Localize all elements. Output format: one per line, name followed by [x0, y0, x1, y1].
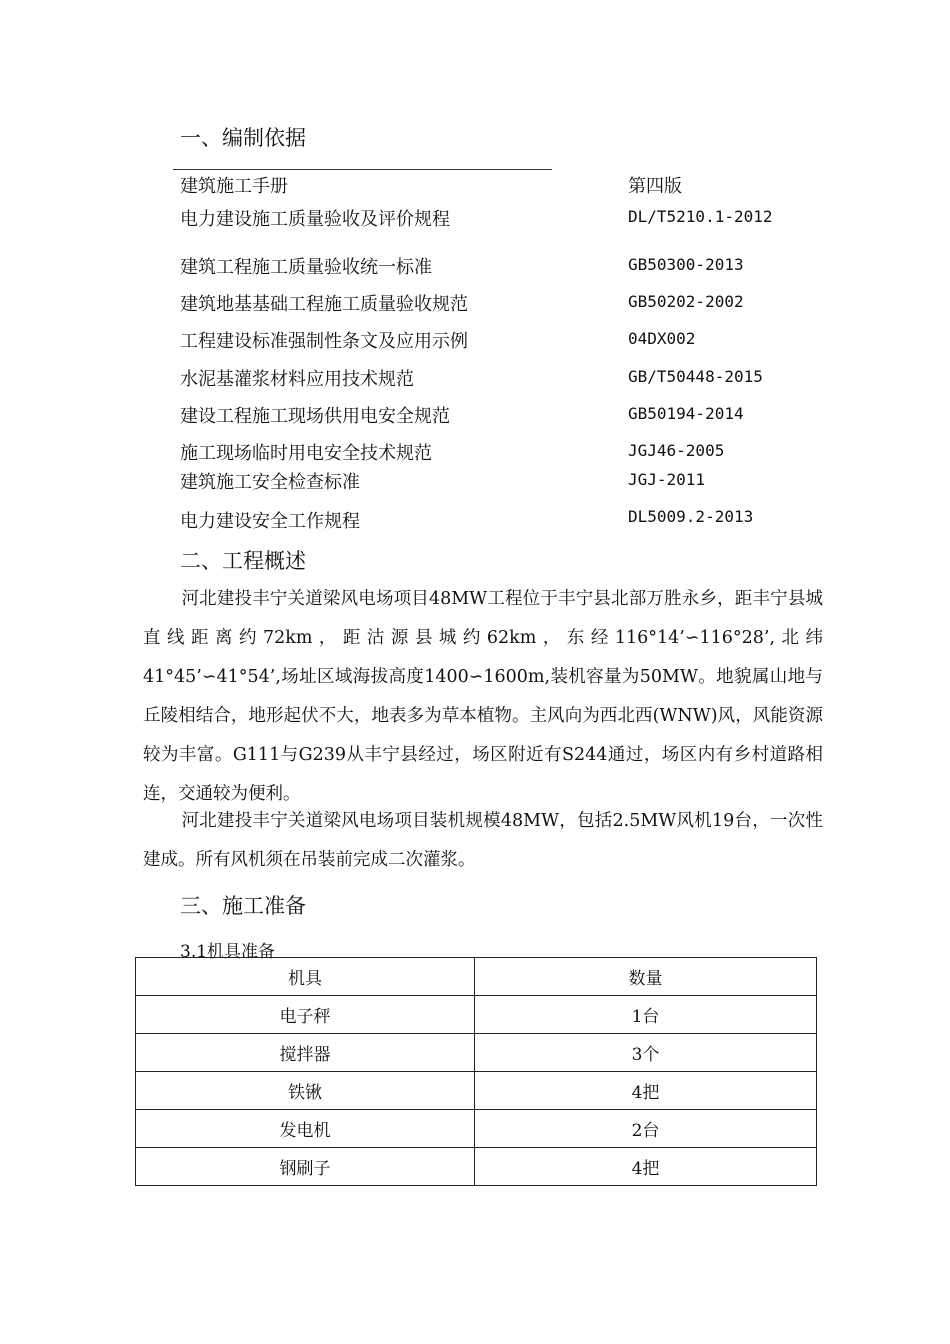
reference-code: GB50300-2013	[628, 255, 744, 274]
table-cell: 钢刷子	[136, 1148, 475, 1186]
reference-code: GB50194-2014	[628, 404, 744, 423]
table-cell: 铁锹	[136, 1072, 475, 1110]
reference-code: 04DX002	[628, 329, 696, 348]
table-row	[136, 996, 817, 1034]
reference-code: DL/T5210.1-2012	[628, 207, 773, 226]
table-cell: 搅拌器	[136, 1034, 475, 1072]
table-header-cell: 数量	[475, 958, 817, 996]
reference-name: 建筑工程施工质量验收统一标准	[180, 257, 432, 278]
table-cell: 3个	[475, 1034, 817, 1072]
table-cell: 4把	[475, 1148, 817, 1186]
table-cell: 电子秤	[136, 996, 475, 1034]
table-cell: 发电机	[136, 1110, 475, 1148]
table-cell: 1台	[475, 996, 817, 1034]
reference-name: 建筑地基基础工程施工质量验收规范	[180, 294, 468, 315]
reference-code: JGJ46-2005	[628, 441, 725, 460]
reference-name: 建筑施工安全检查标准	[180, 472, 360, 493]
reference-name: 建设工程施工现场供用电安全规范	[180, 406, 450, 427]
reference-code: GB50202-2002	[628, 292, 744, 311]
table-header-row	[136, 958, 817, 996]
subsection-title: 3.1机具准备	[180, 942, 276, 962]
reference-code: JGJ-2011	[628, 470, 706, 489]
reference-name: 工程建设标准强制性条文及应用示例	[180, 331, 468, 352]
reference-name: 电力建设安全工作规程	[180, 511, 360, 532]
table-row	[136, 1148, 817, 1186]
reference-name: 电力建设施工质量验收及评价规程	[180, 209, 450, 230]
table-row	[136, 1034, 817, 1072]
reference-code: GB/T50448-2015	[628, 367, 763, 386]
section-2-title: 二、工程概述	[180, 549, 306, 573]
reference-name: 建筑施工手册	[180, 176, 288, 197]
table-row	[136, 1110, 817, 1148]
equipment-table	[135, 957, 817, 1186]
section-1-divider	[173, 169, 552, 170]
overview-paragraph: 河北建投丰宁关道梁风电场项目48MW工程位于丰宁县北部万胜永乡，距丰宁县城直线距离约72km，距沽源县城约62km，东经116°14’∽116°28’,北纬41°45’∽41°54’,场址区域海拔高度1400∽1600m,装机容量为50MW。地貌属山地与丘陵相结合，地形起伏不大，地表多为草本植物。主风向为西北西(WNW)风，风能资源较为丰富。G111与G239从丰宁县经过，场区附近有S244通过，场区内有乡村道路相连，交通较为便利。	[143, 589, 823, 804]
table-row	[136, 1072, 817, 1110]
table-cell: 4把	[475, 1072, 817, 1110]
section-1-title: 一、编制依据	[180, 126, 306, 150]
scale-paragraph: 河北建投丰宁关道梁风电场项目装机规模48MW，包括2.5MW风机19台，一次性建成。所有风机须在吊装前完成二次灌浆。	[143, 811, 823, 870]
reference-code: 第四版	[628, 176, 682, 197]
reference-name: 水泥基灌浆材料应用技术规范	[180, 369, 414, 390]
section-3-title: 三、施工准备	[180, 894, 306, 918]
table-header-cell: 机具	[136, 958, 475, 996]
reference-code: DL5009.2-2013	[628, 507, 754, 526]
table-cell: 2台	[475, 1110, 817, 1148]
reference-name: 施工现场临时用电安全技术规范	[180, 443, 432, 464]
